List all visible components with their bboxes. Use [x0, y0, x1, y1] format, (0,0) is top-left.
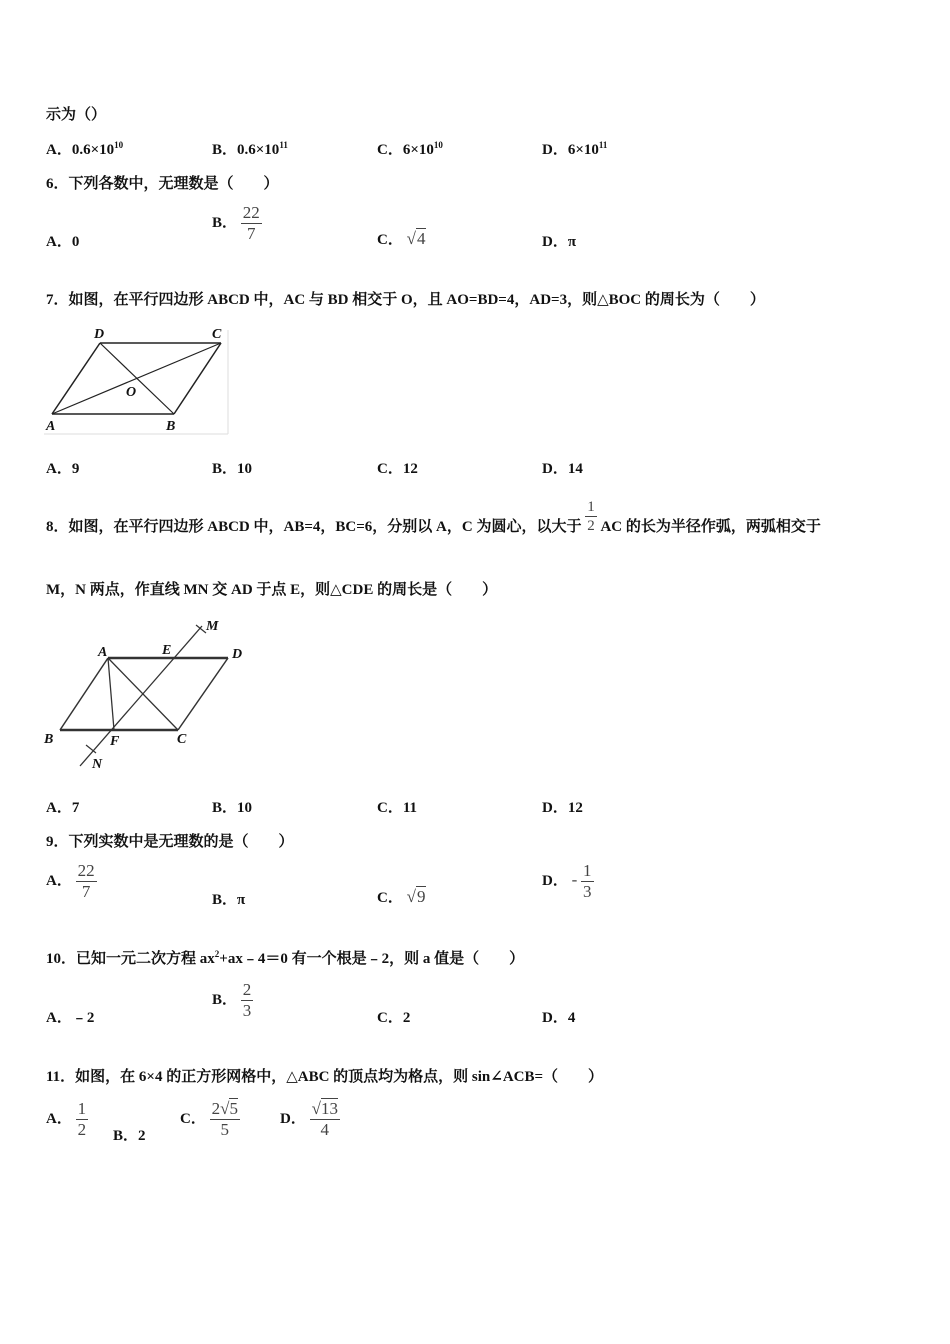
- q9-option-a-fraction: [76, 861, 97, 902]
- fraction-denominator: 7: [81, 882, 91, 901]
- q11-option-c-fraction: [210, 1099, 240, 1140]
- q8-label-b: B: [44, 732, 54, 747]
- coefficient: 2: [211, 1099, 221, 1118]
- q9-option-a-label: A．: [46, 872, 72, 889]
- q8-label-m: M: [206, 619, 219, 634]
- q8-label-a: A: [98, 645, 108, 660]
- q5-option-a[interactable]: [46, 138, 123, 159]
- fraction-denominator: 2: [77, 1120, 87, 1139]
- q5-option-a-label: A．0.6×10: [46, 142, 115, 158]
- q8-option-b[interactable]: B．10: [212, 800, 253, 816]
- q10-stem-exp: 2: [214, 949, 220, 959]
- q8-option-a[interactable]: A．7: [46, 800, 80, 816]
- fraction-numerator: 2√5: [211, 1099, 238, 1118]
- q10-stem-part-a: 10．已知一元二次方程 ax: [46, 951, 215, 967]
- q8-label-c: C: [177, 732, 187, 747]
- q10-option-a[interactable]: A．﹣2: [46, 1010, 95, 1026]
- q8-stem-part-b: AC 的长为半径作弧，两弧相交于: [600, 519, 821, 535]
- fraction-numerator: 1: [583, 861, 592, 880]
- q11-option-c[interactable]: [180, 1099, 240, 1140]
- q7-label-c: C: [212, 327, 222, 342]
- q7-label-b: B: [166, 419, 176, 434]
- fraction-denominator: 4: [320, 1120, 330, 1139]
- q9-option-a[interactable]: [46, 861, 97, 902]
- q8-label-f: F: [110, 734, 120, 749]
- q8-stem-line2: M，N 两点，作直线 MN 交 AD 于点 E，则△CDE 的周长是（ ）: [46, 582, 498, 598]
- q9-option-b[interactable]: B．π: [212, 892, 246, 908]
- fraction-numerator: 1: [77, 1099, 87, 1118]
- q7-parallelogram-figure: [44, 322, 234, 437]
- q5-option-a-exp: 10: [114, 140, 124, 150]
- fraction-numerator: 22: [77, 861, 95, 880]
- q7-option-b[interactable]: B．10: [212, 461, 253, 477]
- q9-option-c-sqrt: √9: [406, 887, 426, 906]
- q11-option-a-label: A．: [46, 1110, 72, 1127]
- q7-label-a: A: [46, 419, 56, 434]
- q8-option-c[interactable]: C．11: [377, 800, 418, 816]
- q5-option-b[interactable]: [212, 138, 288, 159]
- q9-option-d-sign: -: [571, 869, 578, 889]
- q11-option-c-label: C．: [180, 1110, 206, 1127]
- radicand: 4: [416, 229, 426, 248]
- fraction-numerator: 1: [587, 499, 595, 516]
- q6-stem: 6．下列各数中，无理数是（ ）: [46, 176, 279, 192]
- q8-parallelogram-figure: [40, 612, 255, 777]
- fraction-denominator: 5: [220, 1120, 230, 1139]
- q5-option-d[interactable]: [542, 138, 607, 159]
- q6-option-c-label: C．: [377, 232, 403, 248]
- q6-option-b-label: B．: [212, 214, 238, 231]
- fraction-numerator: 2: [242, 980, 252, 999]
- q5-option-d-exp: 11: [598, 140, 608, 150]
- q9-stem: 9．下列实数中是无理数的是（ ）: [46, 834, 294, 850]
- q9-option-c-label: C．: [377, 890, 403, 906]
- q8-label-n: N: [92, 757, 103, 772]
- q10-stem-part-b: +ax﹣4＝0 有一个根是﹣2，则 a 值是（ ）: [219, 951, 525, 967]
- q5-option-c[interactable]: [377, 138, 443, 159]
- q9-option-c[interactable]: [377, 886, 426, 907]
- q6-option-d[interactable]: D．π: [542, 234, 577, 250]
- radicand: 5: [229, 1099, 238, 1118]
- q8-half-fraction: [585, 498, 597, 535]
- q9-option-d[interactable]: [542, 861, 594, 902]
- q11-stem: 11．如图，在 6×4 的正方形网格中，△ABC 的顶点均为格点，则 sin∠ACB=（ ）: [46, 1069, 604, 1085]
- q5-option-c-label: C．6×10: [377, 142, 434, 158]
- q7-option-a[interactable]: A．9: [46, 461, 80, 477]
- q7-label-d: D: [94, 327, 105, 342]
- fraction-numerator: √13: [311, 1099, 338, 1118]
- q11-option-d-label: D．: [280, 1110, 306, 1127]
- intro-text: 示为（）: [46, 107, 107, 123]
- q10-option-b[interactable]: [212, 980, 253, 1021]
- q5-option-d-label: D．6×10: [542, 142, 599, 158]
- q10-option-b-fraction: [241, 980, 254, 1021]
- q10-option-c[interactable]: C．2: [377, 1010, 411, 1026]
- q11-option-a[interactable]: [46, 1099, 88, 1140]
- q8-label-d: D: [232, 647, 243, 662]
- q7-option-d[interactable]: D．14: [542, 461, 583, 477]
- fraction-denominator: 3: [583, 882, 592, 901]
- radicand: 9: [416, 887, 426, 906]
- q6-option-c-sqrt: √4: [406, 229, 426, 248]
- q6-option-b[interactable]: [212, 203, 262, 244]
- q9-option-d-label: D．: [542, 872, 568, 889]
- q10-stem: [46, 947, 524, 968]
- q8-label-e: E: [162, 643, 172, 658]
- q7-stem: 7．如图，在平行四边形 ABCD 中，AC 与 BD 相交于 O，且 AO=BD=4，AD=3，则△BOC 的周长为（ ）: [46, 292, 765, 308]
- q9-option-d-fraction: [581, 861, 594, 902]
- fraction-denominator: 7: [247, 224, 256, 243]
- fraction-numerator: 22: [242, 203, 260, 222]
- fraction-denominator: 2: [587, 518, 595, 535]
- q7-label-o: O: [126, 385, 137, 400]
- radicand: 13: [320, 1099, 338, 1118]
- q11-option-d-fraction: [310, 1099, 340, 1140]
- q6-option-a[interactable]: A．0: [46, 234, 80, 250]
- q10-option-d[interactable]: D．4: [542, 1010, 576, 1026]
- q6-option-b-fraction: [241, 203, 262, 244]
- q11-option-d[interactable]: [280, 1099, 340, 1140]
- q5-option-b-label: B．0.6×10: [212, 142, 280, 158]
- q11-option-a-fraction: [76, 1099, 89, 1140]
- q8-stem-part-a: 8．如图，在平行四边形 ABCD 中，AB=4，BC=6，分别以 A，C 为圆心，以大于: [46, 519, 582, 535]
- fraction-denominator: 3: [242, 1001, 252, 1020]
- q8-option-d[interactable]: D．12: [542, 800, 583, 816]
- q7-option-c[interactable]: C．12: [377, 461, 418, 477]
- q5-option-c-exp: 10: [433, 140, 443, 150]
- q8-stem-line1: [46, 499, 821, 536]
- q6-option-c[interactable]: [377, 228, 426, 249]
- q5-option-b-exp: 11: [279, 140, 288, 150]
- q10-option-b-label: B．: [212, 991, 238, 1008]
- q11-option-b[interactable]: B．2: [113, 1128, 146, 1144]
